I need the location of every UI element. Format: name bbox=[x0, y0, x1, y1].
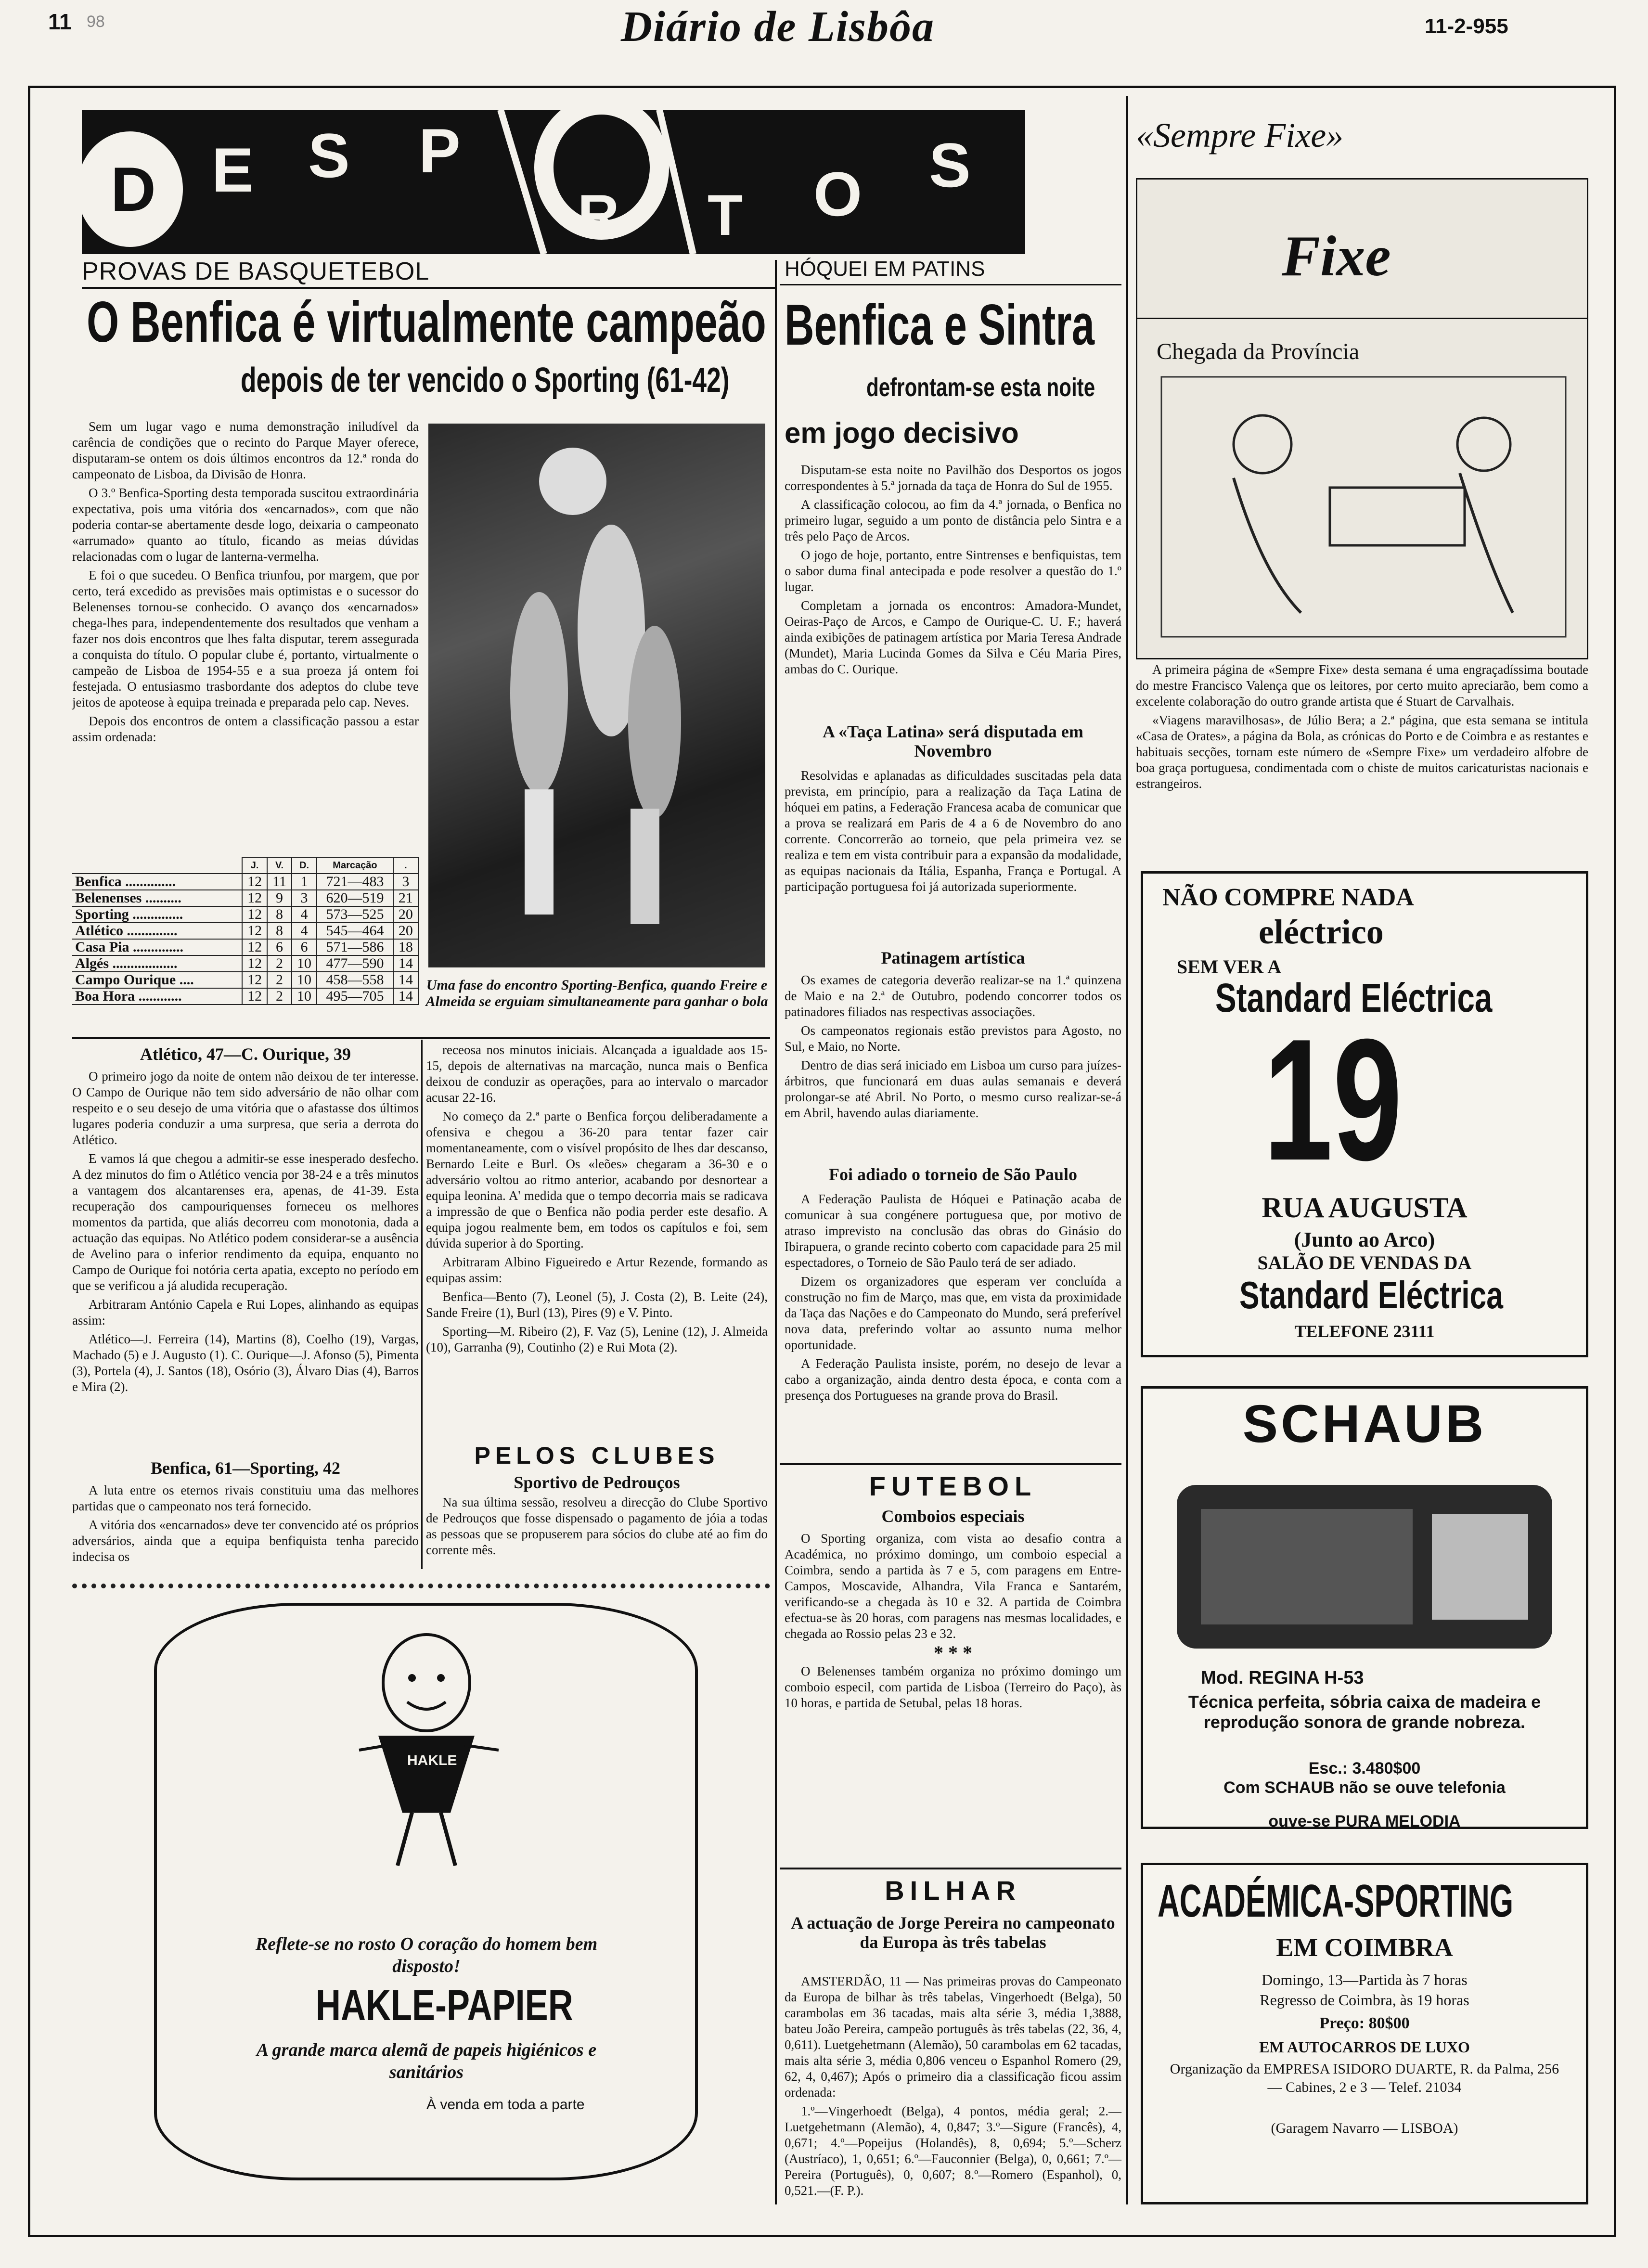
rule bbox=[780, 1868, 1121, 1869]
standings-row bbox=[72, 955, 418, 972]
bilhar-body bbox=[785, 1973, 1121, 2202]
basketball-photo-art bbox=[428, 424, 765, 967]
standings-cell-team: Belenenses .......... bbox=[72, 890, 242, 906]
bilhar-title: BILHAR bbox=[885, 1875, 1021, 1906]
banner-letter-e: E bbox=[212, 135, 254, 205]
academica-subtitle: EM COIMBRA bbox=[1276, 1933, 1453, 1962]
schaub-desc: Técnica perfeita, sóbria caixa de madeira e reprodução sonora de grande nobreza. bbox=[1188, 1692, 1541, 1732]
taca-body bbox=[785, 768, 1121, 898]
schaub-line: Com SCHAUB não se ouve telefonia bbox=[1223, 1778, 1506, 1797]
hockey-p3: O jogo de hoje, portanto, entre Sintrenses e benfiquistas, tem o sabor duma final antecipada e pode resolver a questão do 1.º lugar. bbox=[785, 548, 1121, 594]
standings-cell-v: 2 bbox=[267, 988, 292, 1005]
saopaulo-body bbox=[785, 1191, 1121, 1406]
bs-p1: A luta entre os eternos rivais constituiu uma das melhores partidas que o campeonato nos terá fornecido. bbox=[72, 1483, 419, 1513]
bs-c2-p3: Arbitraram Albino Figueiredo e Artur Rezende, formando as equipas assim: bbox=[426, 1255, 768, 1285]
standard-ad bbox=[1141, 871, 1588, 1357]
academica-title: ACADÉMICA-SPORTING bbox=[1158, 1875, 1514, 1927]
clubes-body bbox=[426, 1495, 768, 1561]
banner-letter-d: D bbox=[111, 154, 156, 224]
standings-cell-team: Atlético .............. bbox=[72, 923, 242, 939]
bs-p2: A vitória dos «encarnados» deve ter convencido até os próprios adversários, ainda que a equipa benfiquista tenha parecido indecisa os bbox=[72, 1518, 419, 1564]
standings-row bbox=[72, 906, 418, 923]
standings-cell-score: 458—558 bbox=[317, 972, 393, 988]
rule bbox=[82, 287, 775, 289]
banner-letter-s: S bbox=[308, 120, 350, 191]
basket-p4: Depois dos encontros de ontem a classificação passou a estar assim ordenada: bbox=[72, 714, 419, 744]
cartoon-label: Chegada da Província bbox=[1157, 339, 1360, 364]
standings-cell-d: 10 bbox=[292, 988, 317, 1005]
standings-cell-v: 2 bbox=[267, 955, 292, 972]
standings-row bbox=[72, 890, 418, 906]
hakle-mascot bbox=[340, 1630, 513, 1870]
futebol-p2: O Belenenses também organiza no próximo domingo um comboio especil, com partida de Lisboa (Terreiro do Paço), às 10 horas, e partida de Setubal, pelas 18 horas. bbox=[785, 1664, 1121, 1710]
clubes-title: PELOS CLUBES bbox=[474, 1442, 720, 1469]
rule bbox=[775, 260, 777, 2204]
patinagem-p1: Os exames de categoria deverão realizar-se na 1.ª quinzena de Maio e na 2.ª de Outubro, podendo concorrer todos os patinadores filiados nas respectivas associações. bbox=[785, 973, 1121, 1019]
standings-header-j: J. bbox=[242, 857, 267, 874]
standings-cell-pts: 14 bbox=[393, 955, 418, 972]
bilhar-p1: AMSTERDÃO, 11 — Nas primeiras provas do Campeonato da Europa de bilhar às três tabelas, Vingerhoedt (Belga), 50 carambolas em 36 tacadas, mais alta série 3, média 1,3888, bateu João Pereira, campeão português às três tabelas (22, 36, 4, 0,611). Luetgehetmann (Alemão), 50 carambolas em 62 tacadas, mais alta série 3, média 0,806 venceu o Espanhol Romero (29, 62, 4, 0,467); Após o primeiro dia a classificação ficou assim ordenada: bbox=[785, 1974, 1121, 2100]
taca-p1: Resolvidas e aplanadas as dificuldades suscitadas pela data prevista, em princípio, para a realização da Taça Latina de hóquei em patins, a Federação Francesa acaba de comunicar que a prova se realizará em Paris de 4 a 6 de Novembro do ano corrente. Concorrerão ao torneio, que pela primeira vez se realiza e tem em vista contribuir para a expansão da modalidade, as equipas nacionais da Itália, Espanha, França e Portugal. A participação portuguesa foi já autorizada superiormente. bbox=[785, 768, 1121, 894]
dotted-divider bbox=[72, 1584, 770, 1588]
standings-body bbox=[72, 874, 418, 1005]
standings-cell-j: 12 bbox=[242, 906, 267, 923]
standings-header-pts: . bbox=[393, 857, 418, 874]
hakle-sale: À venda em toda a parte bbox=[426, 2097, 585, 2113]
standings-cell-score: 495—705 bbox=[317, 988, 393, 1005]
masthead: Diário de Lisbôa bbox=[621, 3, 935, 51]
schaub-ad bbox=[1141, 1386, 1588, 1829]
standings-cell-team: Sporting .............. bbox=[72, 906, 242, 923]
hockey-kicker: HÓQUEI EM PATINS bbox=[785, 257, 985, 281]
standard-line2: eléctrico bbox=[1259, 913, 1384, 951]
standings-cell-d: 10 bbox=[292, 972, 317, 988]
standings-cell-score: 545—464 bbox=[317, 923, 393, 939]
hockey-headline: Benfica e Sintra bbox=[785, 293, 1094, 357]
clubes-subtitle: Sportivo de Pedrouços bbox=[514, 1473, 680, 1492]
basket-kicker: PROVAS DE BASQUETEBOL bbox=[82, 258, 430, 285]
standings-cell-score: 620—519 bbox=[317, 890, 393, 906]
cartoon-drawing bbox=[1157, 372, 1571, 642]
academica-l1: Domingo, 13—Partida às 7 horas bbox=[1262, 1971, 1468, 1988]
standings-cell-pts: 20 bbox=[393, 923, 418, 939]
standings-cell-pts: 14 bbox=[393, 972, 418, 988]
header-date: 11-2-955 bbox=[1425, 14, 1508, 38]
standings-cell-score: 477—590 bbox=[317, 955, 393, 972]
taca-title: A «Taça Latina» será disputada em Novembro bbox=[823, 722, 1083, 760]
atletico-p4: Atlético—J. Ferreira (14), Martins (8), Coelho (19), Vargas, Machado (5) e J. Augusto (1). C. Ourique—J. Afonso (5), Pimenta (3), Portela (4), J. Santos (18), Osório (3), Álvaro Dias (4), Barros e Mira (2). bbox=[72, 1332, 419, 1394]
radio-illustration bbox=[1172, 1480, 1557, 1653]
benfica-sporting-col2 bbox=[426, 1042, 768, 1358]
saopaulo-p2: Dizem os organizadores que esperam ver concluída a construção no fim de Março, mas que, em vista da proximidade da Taça das Nações e do Campeonato do Mundo, será preferível nova data, preferindo voltar ao assunto numa melhor oportunidade. bbox=[785, 1274, 1121, 1352]
rule bbox=[421, 1040, 423, 1569]
patinagem-title: Patinagem artística bbox=[881, 948, 1025, 967]
hockey-subhead: defrontam-se esta noite bbox=[866, 373, 1095, 402]
futebol-title: FUTEBOL bbox=[869, 1471, 1037, 1501]
rule bbox=[780, 284, 1121, 285]
standings-cell-score: 571—586 bbox=[317, 939, 393, 955]
benfica-sporting-col1 bbox=[72, 1482, 419, 1568]
standings-header bbox=[72, 857, 418, 874]
standings-table bbox=[72, 857, 419, 1005]
academica-l4: Organização da EMPRESA ISIDORO DUARTE, R. da Palma, 256 — Cabines, 2 e 3 — Telef. 21034 bbox=[1170, 2061, 1559, 2095]
hakle-brand: HAKLE-PAPIER bbox=[316, 1982, 573, 2030]
hockey-p4: Completam a jornada os encontros: Amadora-Mundet, Oeiras-Paço de Arcos, e Campo de Ourique-C. U. F.; haverá ainda exibições de patinagem artística por Maria Teresa Andrade (Mundet), Maria Lucinda Gomes da Silva e Céu Maria Pires, ambas do C. Ourique. bbox=[785, 598, 1121, 676]
standings-cell-v: 8 bbox=[267, 923, 292, 939]
standings-header-d: D. bbox=[292, 857, 317, 874]
sempre-fixe-body bbox=[1136, 662, 1588, 795]
standings-header-v: V. bbox=[267, 857, 292, 874]
sempre-fixe-cover bbox=[1136, 178, 1588, 659]
sf-p2: «Viagens maravilhosas», de Júlio Bera; a 2.ª página, que esta semana se intitula «Casa de Orates», a página da Bola, as crónicas do Porto e de Coimbra e as restantes e habituais secções, tornam este número de «Sempre Fixe» um verdadeiro alfobre de boa graça portuguesa, condimentada com o chiste de muitos caricaturistas nacionais e estrangeiros. bbox=[1136, 713, 1588, 791]
rule bbox=[1126, 96, 1128, 2204]
banner-letter-r: R bbox=[578, 183, 619, 247]
standings-row bbox=[72, 874, 418, 890]
saopaulo-title: Foi adiado o torneio de São Paulo bbox=[828, 1165, 1078, 1184]
standings-row bbox=[72, 972, 418, 988]
schaub-line2: ouve-se PURA MELODIA bbox=[1268, 1812, 1461, 1830]
standings-cell-j: 12 bbox=[242, 923, 267, 939]
saopaulo-p3: A Federação Paulista insiste, porém, no desejo de levar a cabo a organização, ainda dentro desta época, e conta com a presença dos Portugueses na grande prova do Brasil. bbox=[785, 1356, 1121, 1403]
hakle-ad bbox=[154, 1603, 698, 2180]
hakle-tagline: A grande marca alemã de papeis higiénicos e sanitários bbox=[256, 2040, 597, 2082]
academica-price: Preço: 80$00 bbox=[1319, 2014, 1410, 2032]
banner-letter-p: P bbox=[419, 116, 461, 186]
standings-cell-pts: 14 bbox=[393, 988, 418, 1005]
atletico-p3: Arbitraram António Capela e Rui Lopes, alinhando as equipas assim: bbox=[72, 1297, 419, 1327]
standard-salao: SALÃO DE VENDAS DA bbox=[1257, 1252, 1472, 1274]
banner-letter-o: O bbox=[813, 159, 863, 229]
photo-caption: Uma fase do encontro Sporting-Benfica, quando Freire e Almeida se erguiam simultaneamente para ganhar o bola bbox=[425, 977, 768, 1009]
standings-cell-v: 11 bbox=[267, 874, 292, 890]
standings-cell-v: 9 bbox=[267, 890, 292, 906]
sempre-fixe-title: «Sempre Fixe» bbox=[1136, 116, 1344, 155]
standings-cell-d: 6 bbox=[292, 939, 317, 955]
saopaulo-p1: A Federação Paulista de Hóquei e Patinação acaba de comunicar à sua congénere portuguesa que, por motivo de atraso imprevisto na conclusão das obras do Ginásio do Ibirapuera, o grande recinto coberto com capacidade para 25 mil espectadores, o Torneio de São Paulo terá de ser adiado. bbox=[785, 1192, 1121, 1270]
patinagem-p3: Dentro de dias será iniciado em Lisboa um curso para juízes-árbitros, que funcionará em duas aulas semanais e deverá prolongar-se até Abril. No Porto, o mesmo curso realizar-se-á em Abril, havendo aulas diariamente. bbox=[785, 1058, 1121, 1120]
academica-l2: Regresso de Coimbra, às 19 horas bbox=[1260, 1991, 1469, 2009]
standings-cell-d: 3 bbox=[292, 890, 317, 906]
standings-cell-team: Benfica .............. bbox=[72, 874, 242, 890]
hockey-body bbox=[785, 462, 1121, 680]
basket-body bbox=[72, 419, 419, 852]
hakle-badge: HAKLE bbox=[407, 1753, 457, 1768]
standings-row bbox=[72, 988, 418, 1005]
standings-row bbox=[72, 923, 418, 939]
standings-cell-j: 12 bbox=[242, 988, 267, 1005]
standings-row bbox=[72, 939, 418, 955]
standings-table-wrap bbox=[72, 857, 419, 1005]
academica-l5: (Garagem Navarro — LISBOA) bbox=[1271, 2120, 1458, 2136]
bs-c2-p4: Benfica—Bento (7), Leonel (5), J. Costa (2), B. Leite (24), Sande Freire (1), Burl (13), Pires (9) e V. Pinto. bbox=[426, 1289, 768, 1320]
standings-header-team bbox=[72, 857, 242, 874]
atletico-p1: O primeiro jogo da noite de ontem não deixou de ter interesse. O Campo de Ourique não tem sido adversário de não olhar com respeito e o seu desejo de uma vitória que o afastasse dos últimos lugares poderia conduzir a uma surpresa, que seria a derrota do Atlético. bbox=[72, 1069, 419, 1147]
academica-l3: EM AUTOCARROS DE LUXO bbox=[1259, 2038, 1470, 2056]
banner-letter-s2: S bbox=[929, 130, 971, 200]
standard-brand2: Standard Eléctrica bbox=[1239, 1274, 1503, 1316]
hockey-p2: A classificação colocou, ao fim da 4.ª jornada, o Benfica no primeiro lugar, seguido a um ponto de distância pelo Sintra e a três pelo Paço de Arcos. bbox=[785, 497, 1121, 543]
standings-cell-j: 12 bbox=[242, 874, 267, 890]
atletico-body bbox=[72, 1069, 419, 1398]
schaub-model: Mod. REGINA H-53 bbox=[1201, 1668, 1364, 1688]
hockey-p1: Disputam-se esta noite no Pavilhão dos Desportos os jogos correspondentes à 5.ª jornada da taça de Honra do Sul de 1955. bbox=[785, 463, 1121, 493]
academica-ad bbox=[1141, 1863, 1588, 2204]
banner-letter-t: T bbox=[708, 183, 743, 247]
hakle-slogan: Reflete-se no rosto O coração do homem bem disposto! bbox=[255, 1934, 598, 1976]
standings-cell-d: 1 bbox=[292, 874, 317, 890]
schaub-price: Esc.: 3.480$00 bbox=[1308, 1759, 1421, 1778]
standings-cell-v: 2 bbox=[267, 972, 292, 988]
standard-line3: SEM VER A bbox=[1177, 956, 1282, 978]
mini-cover-title: Fixe bbox=[1282, 224, 1391, 288]
hockey-subhead2: em jogo decisivo bbox=[785, 417, 1019, 449]
standings-cell-score: 573—525 bbox=[317, 906, 393, 923]
standings-cell-pts: 21 bbox=[393, 890, 418, 906]
standings-cell-j: 12 bbox=[242, 890, 267, 906]
bilhar-subtitle: A actuação de Jorge Pereira no campeonato da Europa às três tabelas bbox=[791, 1913, 1115, 1952]
patinagem-p2: Os campeonatos regionais estão previstos para Agosto, no Sul, e Maio, no Norte. bbox=[785, 1023, 1121, 1054]
rule bbox=[780, 1463, 1121, 1465]
bilhar-p2: 1.º—Vingerhoedt (Belga), 4 pontos, média geral; 2.—Luetgehetmann (Alemão), 4, 0,847; 3.º—Sigure (Francês), 4, 0,671; 4.º—Popeijus (Holandês), 8, 0,694; 5.º—Scherz (Austríaco), 1, 0,651; 6.º—Fauconnier (Belga), 0, 0,661; 7.º—Pereira (Português), 0, 0,607; 8.º—Romero (Espanhol), 0, 0,521.—(F. P.). bbox=[785, 2104, 1121, 2198]
atletico-title: Atlético, 47—C. Ourique, 39 bbox=[140, 1044, 351, 1064]
standings-cell-v: 8 bbox=[267, 906, 292, 923]
atletico-p2: E vamos lá que chegou a admitir-se esse inesperado desfecho. A dez minutos do fim o Atlético vencia por 38-24 e a três minutos a vantagem dos alcantarenses era, apenas, de 41-39. Esta recuperação dos campouriquenses forneceu os melhores momentos da partida, que aliás decorreu com monotonia, dada a actuação das equipas. No Atlético podem considerar-se a ausência de Avelino para o inferior rendimento da equipa, enquanto no Campo de Ourique foi notória certa apatia, excepto no período em que se verificou a já aludida recuperação. bbox=[72, 1151, 419, 1293]
page-number: 11 bbox=[48, 9, 72, 34]
basketball-photo bbox=[428, 424, 765, 967]
standings-cell-score: 721—483 bbox=[317, 874, 393, 890]
bs-c2-p2: No começo da 2.ª parte o Benfica forçou deliberadamente a ofensiva e chegou a 36-20 para tentar fazer cair momentaneamente, com o visível propósito de lhes dar descanso, Bernardo Leite e Burl. Os «leões» chegaram a 36-30 e o adversário voltou ao ritmo anterior, acabando por desnortear a equipa leonina. A' medida que o tempo decorria mais se radicava a impressão de que o Benfica não podia perder este desafio. A equipa jogou realmente bem, em todos os capítulos e foi, sem dúvida superior à do Sporting. bbox=[426, 1109, 768, 1250]
benfica-sporting-title: Benfica, 61—Sporting, 42 bbox=[150, 1458, 340, 1478]
standard-number: 19 bbox=[1263, 1003, 1403, 1197]
standings-cell-team: Algés .................. bbox=[72, 955, 242, 972]
patinagem-body bbox=[785, 972, 1121, 1124]
sf-p1: A primeira página de «Sempre Fixe» desta semana é uma engraçadíssima boutade do mestre Francisco Valença que os leitores, por certo muito apreciarão, bem como a excelente colaboração do outro grande artista que é Stuart de Carvalhais. bbox=[1136, 662, 1588, 709]
basket-p3: E foi o que sucedeu. O Benfica triunfou, por margem, que por certo, terá excedido as previsões mais optimistas e o sucessor do Belenenses tornou-se conhecido. O avanço dos «encarnados» chega-lhes para, independentemente dos resultados que venham a fazer nos dois encontros que lhes falta disputar, terem assegurada a conquista do título. O popular clube é, portanto, virtualmente o campeão de Lisboa de 1954-55 e a sua proeza já ontem foi festejada. O entusiasmo trasbordante dos adeptos do clube teve jeitos de apoteose à equipa treinada e preparada pelo cap. Neves. bbox=[72, 568, 419, 709]
desportos-letters bbox=[82, 110, 1025, 254]
clubes-p1: Na sua última sessão, resolveu a direcção do Clube Sportivo de Pedrouços que fosse dispensado o pagamento de jóia a todas as pessoas que se propuserem para sócios do clube até ao fim do corrente mês. bbox=[426, 1495, 768, 1557]
rule bbox=[72, 1037, 770, 1039]
basket-p2: O 3.º Benfica-Sporting desta temporada suscitou extraordinária expectativa, pois uma vitória dos «encarnados», com que não poderia contar-se abertamente desde logo, deixaria o campeonato «arrumado» quanto ao título, ficando as meias dúvidas relacionadas com o lugar de lanterna-vermelha. bbox=[72, 486, 419, 564]
standings-cell-team: Campo Ourique .... bbox=[72, 972, 242, 988]
standings-cell-j: 12 bbox=[242, 955, 267, 972]
standings-header-score: Marcação bbox=[317, 857, 393, 874]
futebol-stars: * * * bbox=[934, 1642, 972, 1663]
standard-phone: TELEFONE 23111 bbox=[1294, 1322, 1435, 1341]
standings-cell-j: 12 bbox=[242, 939, 267, 955]
page-mark: 98 bbox=[87, 13, 105, 31]
standings-cell-v: 6 bbox=[267, 939, 292, 955]
standings-cell-d: 10 bbox=[292, 955, 317, 972]
standings-cell-team: Boa Hora ............ bbox=[72, 988, 242, 1005]
basket-p1: Sem um lugar vago e numa demonstração iniludível da carência de condições que o recinto do Parque Mayer oferece, disputaram-se ontem os dois últimos encontros da 12.ª ronda do campeonato de Lisboa, da Divisão de Honra. bbox=[72, 419, 419, 481]
standard-street: RUA AUGUSTA bbox=[1262, 1192, 1468, 1224]
futebol-subtitle: Comboios especiais bbox=[881, 1507, 1025, 1526]
standard-line1: NÃO COMPRE NADA bbox=[1162, 884, 1414, 911]
standings-cell-d: 4 bbox=[292, 906, 317, 923]
standings-cell-j: 12 bbox=[242, 972, 267, 988]
standings-cell-team: Casa Pia .............. bbox=[72, 939, 242, 955]
schaub-brand: SCHAUB bbox=[1242, 1394, 1487, 1454]
bs-c2-p5: Sporting—M. Ribeiro (2), F. Vaz (5), Lenine (12), J. Almeida (10), Garranha (9), Coutinho (2) e Rui Mota (2). bbox=[426, 1324, 768, 1354]
standings-cell-d: 4 bbox=[292, 923, 317, 939]
futebol-body bbox=[785, 1531, 1121, 1714]
futebol-p1: O Sporting organiza, com vista ao desafio contra a Académica, no próximo domingo, um comboio especial a Coimbra, sendo a partida às 7 e 5, com paragens em Entre-Campos, Moscavide, Alhandra, Vila Franca e Santarém, verificando-se a chegada às 10 e 32. A partida de Coimbra efectua-se às 20 horas, com paragens nas mesmas localidades, e chegada ao Rossio pelas 23 e 32. bbox=[785, 1531, 1121, 1641]
basket-headline: O Benfica é virtualmente campeão bbox=[87, 290, 766, 354]
standard-brand: Standard Eléctrica bbox=[1215, 975, 1493, 1020]
standings-cell-pts: 18 bbox=[393, 939, 418, 955]
standings-cell-pts: 20 bbox=[393, 906, 418, 923]
standard-junto: (Junto ao Arco) bbox=[1294, 1228, 1435, 1251]
standings-cell-pts: 3 bbox=[393, 874, 418, 890]
basket-subhead: depois de ter vencido o Sporting (61-42) bbox=[241, 361, 730, 399]
bs-c2-p1: receosa nos minutos iniciais. Alcançada a igualdade aos 15-15, depois de alternativas na marcação, nunca mais o Benfica deixou de conduzir as operações, para ao intervalo o marcador acusar 22-16. bbox=[426, 1043, 768, 1105]
